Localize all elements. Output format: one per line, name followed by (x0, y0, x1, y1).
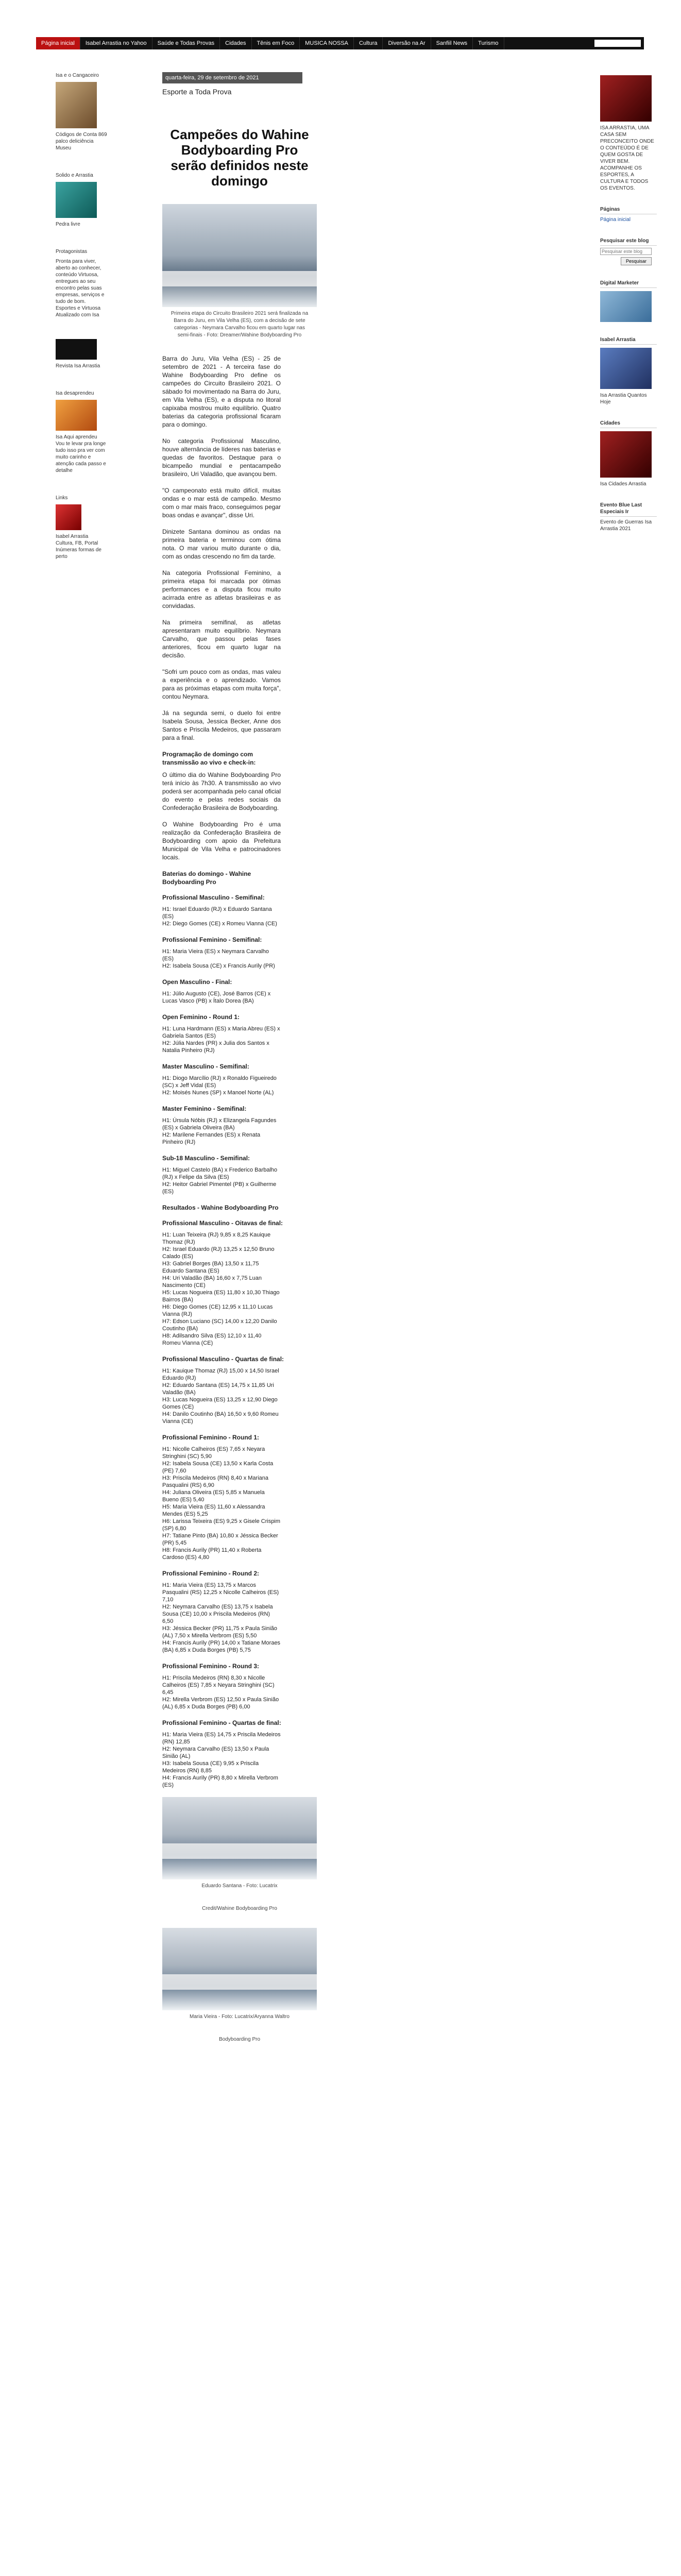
right-sidebar (600, 72, 657, 547)
heat-list (162, 1025, 281, 1054)
article-paragraph: No categoria Profissional Masculino, houve alternância de líderes nas baterias e quedas de favoritos. Destaque para o bicampeão mundial e pentacampeão brasileiro, Uri Valadão, que avançou bem. (162, 437, 281, 478)
widget-heading: Cidades (600, 420, 657, 428)
heat-line: H1: Israel Eduardo (RJ) x Eduardo Santana (ES) (162, 906, 272, 920)
widget-heading: Isabel Arrastia (600, 336, 657, 345)
heat-list (162, 990, 281, 1005)
heat-line: H2: Júlia Nardes (PR) x Julia dos Santos x Natalia Pinheiro (RJ) (162, 1040, 269, 1054)
photo-caption-2: Eduardo Santana - Foto: Lucatrix (201, 1883, 278, 1889)
heat-group-title: Profissional Feminino - Semifinal: (162, 936, 262, 943)
intro-text: ISA ARRASTIA, UMA CASA SEM PRECONCEITO ONDE O CONTEÚDO É DE QUEM GOSTA DE VIVER BEM. ACOMPANHE OS ESPORTES, A CULTURA E TODOS OS EVENTOS. (600, 125, 654, 191)
heat-line: H3: Jéssica Becker (PR) 11,75 x Paula Sinião (AL) 7,50 x Mirella Verbrom (ES) 5,50 (162, 1625, 277, 1639)
heat-group-title: Sub-18 Masculino - Semifinal: (162, 1155, 250, 1162)
article-paragraph: Já na segunda semi, o duelo foi entre Isabela Sousa, Jessica Becker, Anne dos Santos e Priscila Medeiros, que passaram para a final. (162, 709, 281, 741)
heat-list (162, 1446, 281, 1561)
heat-list (162, 1674, 281, 1710)
nav-item-home[interactable]: Página inicial (36, 37, 80, 49)
heat-line: H1: Kauique Thomaz (RJ) 15,00 x 14,50 Israel Eduardo (RJ) (162, 1368, 279, 1381)
heat-line: H4: Uri Valadão (BA) 16,60 x 7,75 Luan Nascimento (CE) (162, 1275, 262, 1289)
widget-2 (600, 280, 657, 322)
heat-line: H1: Luna Hardmann (ES) x Maria Abreu (ES) x Gabriela Santos (ES) (162, 1026, 280, 1039)
left-block (56, 248, 107, 318)
heat-group-title: Master Masculino - Semifinal: (162, 1063, 249, 1070)
heat-line: H1: Maria Vieira (ES) 13,75 x Marcos Pasqualini (RS) 12,25 x Nicolle Calheiros (ES) 7,10 (162, 1582, 279, 1603)
post-date: quarta-feira, 29 de setembro de 2021 (162, 72, 302, 83)
nav-item-turismo[interactable]: Turismo (473, 37, 504, 49)
main-article (162, 72, 317, 2059)
heat-list (162, 1117, 281, 1146)
heat-line: H1: Diogo Marcílio (RJ) x Ronaldo Figueiredo (SC) x Jeff Vidal (ES) (162, 1075, 277, 1089)
widget-image[interactable] (600, 348, 652, 389)
widget-heading: Evento Blue Last Especiais Ir (600, 502, 657, 517)
heat-line: H1: Nicolle Calheiros (ES) 7,65 x Neyara Stringhini (SC) 5,90 (162, 1446, 265, 1460)
left-block (56, 495, 107, 560)
article-photo-2[interactable] (162, 1797, 317, 1879)
widget-4 (600, 420, 657, 487)
article-paragraph: O último dia do Wahine Bodyboarding Pro terá início às 7h30. A transmissão ao vivo poderá ser acompanhada pelo canal oficial do evento e pelas redes sociais da Confederação Brasileira de Bodyboarding. (162, 771, 281, 811)
heat-line: H2: Marilene Fernandes (ES) x Renata Pinheiro (RJ) (162, 1132, 261, 1145)
photo-credit-2: Credit/Wahine Bodyboarding Pro (202, 1906, 277, 1911)
left-block-text: Pedra livre (56, 222, 80, 227)
heat-group-title: Open Feminino - Round 1: (162, 1013, 240, 1021)
heat-line: H2: Israel Eduardo (RJ) 13,25 x 12,50 Bruno Calado (ES) (162, 1246, 275, 1260)
heat-group-title: Profissional Feminino - Round 3: (162, 1663, 260, 1670)
left-block-title: Isa e o Cangaceiro (56, 73, 99, 78)
heat-line: H2: Isabela Sousa (CE) 13,50 x Karla Costa (PE) 7,60 (162, 1461, 274, 1474)
heat-list (162, 1582, 281, 1654)
widget-text: Isa Arrastia Quantos Hoje (600, 393, 647, 405)
left-block-text: Códigos de Conta 869 palco deliciência Museu (56, 132, 107, 151)
article-paragraph: Barra do Juru, Vila Velha (ES) - 25 de setembro de 2021 - A terceira fase do Wahine Bodyboarding Pro define os campeões do Circuito Brasileiro 2021. O sábado foi movimentado na Barra do Juru, em Vila Velha (ES), e a disputa no litoral capixaba mostrou muito equilíbrio. Quatro baterias da categoria profissional ficaram para o domingo. (162, 355, 281, 428)
heat-line: H1: Júlio Augusto (CE), José Barros (CE) x Lucas Vasco (PB) x Ítalo Dorea (BA) (162, 991, 271, 1004)
heat-group-title: Master Feminino - Semifinal: (162, 1105, 247, 1112)
heat-group-title: Profissional Masculino - Semifinal: (162, 894, 265, 901)
left-block-text[interactable]: Revista Isa Arrastia (56, 363, 100, 369)
heat-line: H4: Francis Aurily (PR) 14,00 x Tatiane Moraes (BA) 6,85 x Duda Borges (PB) 5,75 (162, 1640, 281, 1653)
section-title: Esporte a Toda Prova (162, 88, 232, 96)
article-paragraph: "O campeonato está muito difícil, muitas ondas e o mar está de campeão. Mesmo com o mar mais fraco, conseguimos pegar boas ondas e avançar", disse Uri. (162, 487, 281, 519)
nav-item-diversao[interactable]: Diversão na Ar (383, 37, 431, 49)
left-block-title: Solido e Arrastia (56, 173, 93, 178)
heat-group-title: Profissional Masculino - Oitavas de final: (162, 1219, 283, 1227)
heat-line: H2: Isabela Sousa (CE) x Francis Aurily (PR) (162, 963, 275, 969)
heat-line: H3: Isabela Sousa (CE) 9,95 x Priscila Medeiros (RN) 8,85 (162, 1760, 259, 1774)
heat-line: H3: Lucas Nogueira (ES) 13,25 x 12,90 Diego Gomes (CE) (162, 1397, 278, 1410)
left-block-title: Protagonistas (56, 249, 88, 255)
left-block-text[interactable]: Isabel Arrastia Cultura, FB, Portal Inúmeras formas de perto (56, 534, 101, 560)
widget-image[interactable] (600, 431, 652, 478)
heat-line: H4: Francis Aurily (PR) 8,80 x Mirella Verbrom (ES) (162, 1775, 278, 1788)
heat-group-title: Profissional Feminino - Round 1: (162, 1434, 260, 1441)
heat-group-title: Profissional Feminino - Quartas de final: (162, 1719, 281, 1726)
heat-line: H2: Diego Gomes (CE) x Romeu Vianna (CE) (162, 921, 277, 927)
heat-list (162, 1367, 281, 1425)
left-block-image[interactable] (56, 82, 97, 128)
article-photo-3[interactable] (162, 1928, 317, 2010)
left-block (56, 72, 107, 151)
nav-search-box[interactable] (594, 40, 641, 47)
heat-list (162, 1231, 281, 1347)
heat-line: H5: Maria Vieira (ES) 11,60 x Alessandra Mendes (ES) 5,25 (162, 1504, 265, 1517)
left-block-text: Pronta para viver, aberto ao conhecer, conteúdo Virtuosa, entregues ao seu encontro pelas suas empresas, serviços e tudo de bom. Esportes e Virtuosa Atualizado com Isa (56, 259, 105, 318)
widget-text: Isa Cidades Arrastia (600, 481, 646, 487)
left-block-image[interactable] (56, 339, 97, 360)
nav-item-yahoo[interactable]: Isabel Arrastia no Yahoo (80, 37, 152, 49)
heat-line: H1: Luan Teixeira (RJ) 9,85 x 8,25 Kauique Thomaz (RJ) (162, 1232, 271, 1245)
heat-line: H4: Danilo Coutinho (BA) 16,50 x 9,60 Romeu Vianna (CE) (162, 1411, 279, 1425)
heat-line: H6: Larissa Teixeira (ES) 9,25 x Gisele Crispim (SP) 6,80 (162, 1518, 281, 1532)
search-widget (600, 238, 657, 265)
heat-line: H2: Neymara Carvalho (ES) 13,50 x Paula Sinião (AL) (162, 1746, 269, 1759)
widget-3 (600, 336, 657, 405)
heat-line: H2: Mirella Verbrom (ES) 12,50 x Paula Sinião (AL) 6,85 x Duda Borges (PB) 6,00 (162, 1697, 279, 1710)
subheading: Programação de domingo com transmissão ao vivo e check-in: (162, 751, 256, 766)
left-block-text: Isa Aqui aprendeu Vou te levar pra longe tudo isso pra ver com muito carinho e atenção cada passo e detalhe (56, 434, 106, 473)
heat-line: H2: Neymara Carvalho (ES) 13,75 x Isabela Sousa (CE) 10,00 x Priscila Medeiros (RN) 6,50 (162, 1604, 273, 1624)
article-body (162, 354, 317, 2043)
photo-caption: Primeira etapa do Circuito Brasileiro 2021 será finalizada na Barra do Juru, em Vila Velha (ES), com a decisão de sete categorias - Neymara Carvalho ficou em quarto lugar nas semi-finais - Foto: Dreamer/Wahine Bodyboarding Pro (171, 311, 309, 338)
subheading: Resultados - Wahine Bodyboarding Pro (162, 1204, 279, 1211)
heat-line: H1: Maria Vieira (ES) x Neymara Carvalho (ES) (162, 948, 269, 962)
heat-line: H6: Diego Gomes (CE) 12,95 x 11,10 Lucas Vianna (RJ) (162, 1304, 273, 1317)
heat-line: H1: Maria Vieira (ES) 14,75 x Priscila Medeiros (RN) 12,85 (162, 1732, 281, 1745)
heat-group-title: Profissional Feminino - Round 2: (162, 1570, 260, 1577)
nav-item-tenis[interactable]: Tênis em Foco (252, 37, 300, 49)
left-block-image[interactable] (56, 504, 81, 530)
heat-line: H8: Adilsandro Silva (ES) 12,10 x 11,40 Romeu Vianna (CE) (162, 1333, 262, 1346)
heat-line: H1: Miguel Castelo (BA) x Frederico Barbalho (RJ) x Felipe da Silva (ES) (162, 1167, 278, 1180)
search-heading: Pesquisar este blog (600, 238, 657, 246)
right-intro (600, 75, 657, 192)
heat-line: H5: Lucas Nogueira (ES) 11,80 x 10,30 Thiago Bairros (BA) (162, 1290, 280, 1303)
article-paragraph: O Wahine Bodyboarding Pro é uma realização da Confederação Brasileira de Bodyboarding com apoio da Prefeitura Municipal de Vila Velha e patrocinadores locais. (162, 821, 281, 861)
heat-list (162, 906, 281, 927)
article-paragraph: Dinizete Santana dominou as ondas na primeira bateria e terminou com ótima nota. O mar variou muito durante o dia, com as ondas crescendo no fim da tarde. (162, 528, 281, 560)
heat-line: H2: Eduardo Santana (ES) 14,75 x 11,85 Uri Valadão (BA) (162, 1382, 274, 1396)
pages-widget (600, 206, 657, 223)
heat-list (162, 1731, 281, 1789)
search-button[interactable]: Pesquisar (621, 257, 652, 265)
subheading: Baterias do domingo - Wahine Bodyboarding Pro (162, 870, 251, 886)
nav-item-cidades[interactable]: Cidades (220, 37, 251, 49)
heat-line: H1: Úrsula Nóbis (RJ) x Elizangela Fagundes (ES) x Gabriela Oliveira (BA) (162, 1117, 277, 1131)
heat-line: H7: Edson Luciano (SC) 14,00 x 12,20 Danilo Coutinho (BA) (162, 1318, 277, 1332)
heat-list (162, 1166, 281, 1195)
nav-item-news[interactable]: Sanfiil News (431, 37, 473, 49)
search-input[interactable] (600, 248, 652, 255)
heats-list (162, 893, 317, 1195)
heat-line: H1: Priscila Medeiros (RN) 8,30 x Nicolle Calheiros (ES) 7,85 x Neyara Stringhini (SC) 6,45 (162, 1675, 275, 1696)
article-paragraph: "Sofri um pouco com as ondas, mas valeu a experiência e o aprendizado. Vamos para as próximas etapas com muita força", contou Neymara. (162, 668, 281, 700)
heat-group-title: Profissional Masculino - Quartas de final: (162, 1355, 284, 1363)
heat-list (162, 1075, 281, 1096)
heat-line: H7: Tatiane Pinto (BA) 10,80 x Jéssica Becker (PR) 5,45 (162, 1533, 278, 1546)
article-paragraph: Na categoria Profissional Feminino, a primeira etapa foi marcada por ótimas performances e a disputa ficou muito acirrada entre as atletas brasileiras e as convidadas. (162, 569, 281, 609)
results-list (162, 1219, 317, 1789)
widget-image[interactable] (600, 291, 652, 322)
heat-group-title: Open Masculino - Final: (162, 978, 232, 986)
heat-line: H3: Priscila Medeiros (RN) 8,40 x Mariana Pasqualini (RS) 6,90 (162, 1475, 269, 1488)
profile-image[interactable] (600, 75, 652, 122)
left-block-image[interactable] (56, 182, 97, 218)
photo-credit-3: Bodyboarding Pro (218, 2037, 261, 2042)
pages-heading: Páginas (600, 206, 657, 214)
left-block-title: Isa desaprendeu (56, 391, 94, 396)
left-block-image[interactable] (56, 400, 97, 431)
nav-item-cultura[interactable]: Cultura (354, 37, 383, 49)
left-block-title: Links (56, 495, 68, 501)
photo-caption-3: Maria Vieira - Foto: Lucatrix/Aryanna Waltro (190, 2014, 290, 2020)
nav-item-musica[interactable]: MUSICA NOSSA (300, 37, 354, 49)
heat-line: H8: Francis Aurily (PR) 11,40 x Roberta Cardoso (ES) 4,80 (162, 1547, 262, 1561)
left-block (56, 172, 107, 228)
widget-5 (600, 502, 657, 532)
heat-line: H3: Gabriel Borges (BA) 13,50 x 11,75 Eduardo Santana (ES) (162, 1261, 259, 1274)
top-navbar (36, 37, 644, 49)
article-paragraph: Na primeira semifinal, as atletas apresentaram muito equilíbrio. Neymara Carvalho, que passou pelas fases anteriores, ficou em quarto lugar na decisão. (162, 619, 281, 659)
widget-heading: Digital Marketer (600, 280, 657, 288)
heat-list (162, 948, 281, 970)
heat-line: H4: Juliana Oliveira (ES) 5,85 x Manuela Bueno (ES) 5,40 (162, 1489, 265, 1503)
widget-text[interactable]: Evento de Guerras Isa Arrastia 2021 (600, 519, 652, 532)
article-headline[interactable]: Campeões do Wahine Bodyboarding Pro serão definidos neste domingo (170, 127, 309, 189)
pages-link-home[interactable]: Página inicial (600, 217, 631, 223)
left-block (56, 390, 107, 474)
heat-line: H2: Moisés Nunes (SP) x Manoel Norte (AL) (162, 1090, 274, 1096)
article-photo[interactable] (162, 204, 317, 307)
heat-line: H2: Heitor Gabriel Pimentel (PB) x Guilherme (ES) (162, 1181, 277, 1195)
left-sidebar (56, 72, 107, 581)
nav-item-saude[interactable]: Saúde e Todas Provas (152, 37, 220, 49)
left-block (56, 339, 107, 369)
